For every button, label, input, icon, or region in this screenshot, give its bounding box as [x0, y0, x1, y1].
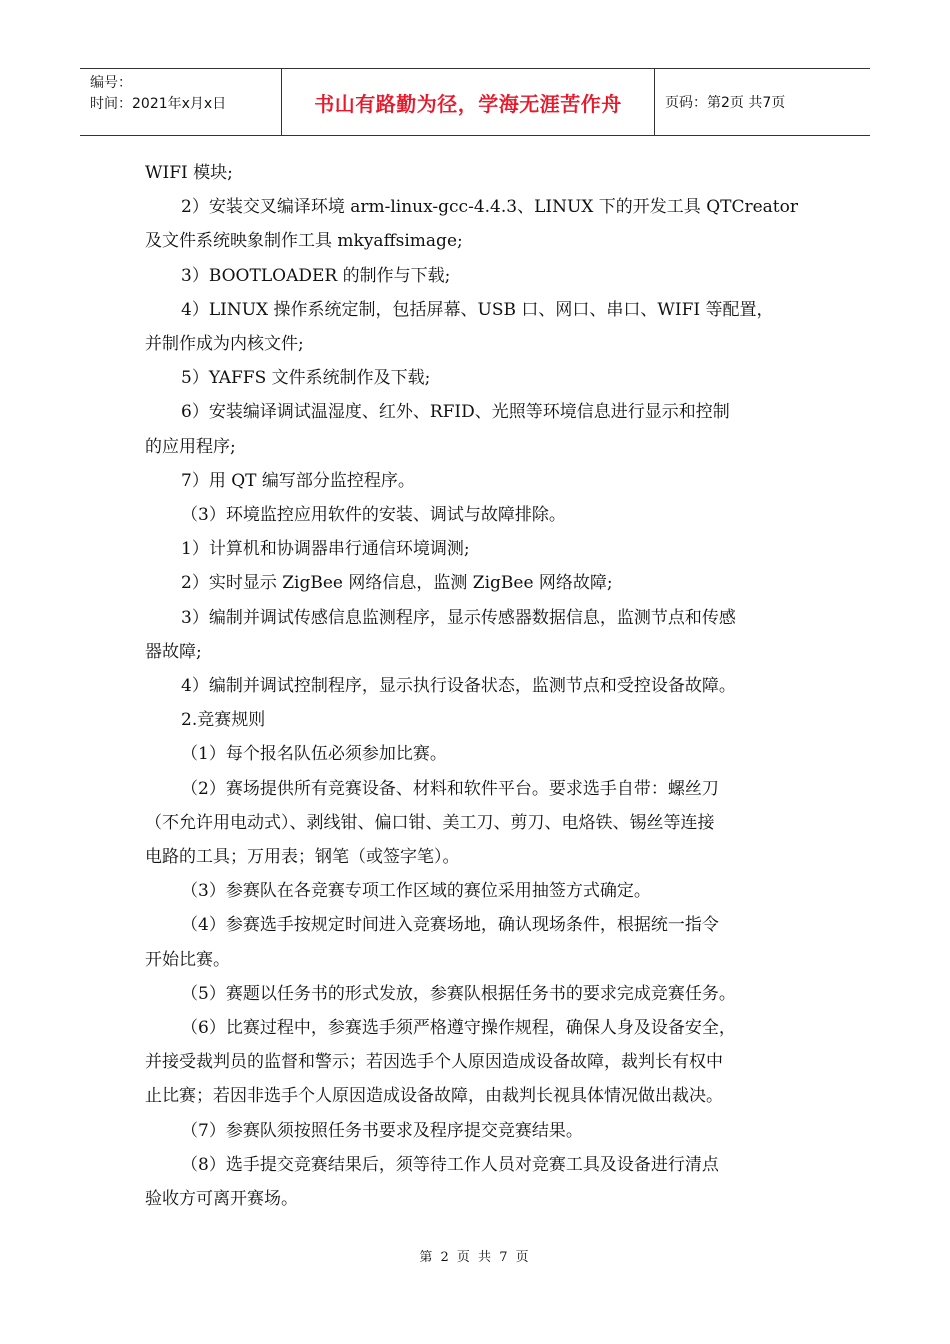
list-item: 5）YAFFS 文件系统制作及下载;	[181, 368, 431, 389]
document-body	[145, 156, 810, 1216]
body-line: （不允许用电动式）、剥线钳、偏口钳、美工刀、剪刀、电烙铁、锡丝等连接	[145, 812, 715, 833]
body-line: 及文件系统映象制作工具 mkyaffsimage;	[145, 231, 463, 252]
header-meta-cell	[80, 69, 282, 135]
rule-item: （3）参赛队在各竞赛专项工作区域的赛位采用抽签方式确定。	[181, 881, 651, 902]
list-item: 3）BOOTLOADER 的制作与下载;	[181, 265, 451, 286]
rule-item: （5）赛题以任务书的形式发放，参赛队根据任务书的要求完成竞赛任务。	[181, 983, 736, 1004]
rule-item: （7）参赛队须按照任务书要求及程序提交竞赛结果。	[181, 1120, 583, 1141]
body-line: 的应用程序;	[145, 436, 236, 457]
body-line: WIFI 模块;	[145, 163, 233, 183]
body-line: 电路的工具；万用表；钢笔（或签字笔）。	[145, 847, 460, 868]
list-item: 1）计算机和协调器串行通信环境调测;	[181, 539, 470, 560]
rule-item: （8）选手提交竞赛结果后，须等待工作人员对竞赛工具及设备进行清点	[181, 1154, 719, 1175]
header-motto-cell	[282, 69, 655, 135]
rule-item: （1）每个报名队伍必须参加比赛。	[181, 744, 447, 765]
body-line: 止比赛；若因非选手个人原因造成设备故障，由裁判长视具体情况做出裁决。	[145, 1086, 723, 1107]
list-item: 6）安装编译调试温湿度、红外、RFID、光照等环境信息进行显示和控制	[181, 402, 730, 423]
body-line: 验收方可离开赛场。	[145, 1189, 298, 1210]
page-footer: 第 2 页 共 7 页	[419, 1250, 531, 1265]
list-item: 7）用 QT 编写部分监控程序。	[181, 470, 415, 491]
list-item: 4）LINUX 操作系统定制，包括屏幕、USB 口、网口、串口、WIFI 等配置，	[181, 299, 774, 320]
header-motto: 书山有路勤为径，学海无涯苦作舟	[314, 91, 622, 116]
list-item: 2）安装交叉编译环境 arm-linux-gcc-4.4.3、LINUX 下的开发工具 QTCreator	[181, 197, 798, 218]
rule-item: （2）赛场提供所有竞赛设备、材料和软件平台。要求选手自带：螺丝刀	[181, 778, 719, 799]
page-header	[80, 68, 870, 136]
document-number-label: 编号：	[90, 75, 132, 91]
section-heading: （3）环境监控应用软件的安装、调试与故障排除。	[181, 505, 566, 526]
body-line: 开始比赛。	[145, 949, 230, 970]
body-line: 器故障;	[145, 641, 202, 662]
document-date: 时间：2021年x月x日	[90, 96, 227, 112]
body-line: 并接受裁判员的监督和警示；若因选手个人原因造成设备故障，裁判长有权中	[145, 1052, 723, 1073]
rule-item: （4）参赛选手按规定时间进入竞赛场地，确认现场条件，根据统一指令	[181, 915, 719, 936]
list-item: 3）编制并调试传感信息监测程序，显示传感器数据信息，监测节点和传感	[181, 607, 736, 628]
rule-item: （6）比赛过程中，参赛选手须严格遵守操作规程，确保人身及设备安全，	[181, 1018, 736, 1039]
header-page-info: 页码：第2页 共7页	[665, 95, 786, 111]
list-item: 4）编制并调试控制程序，显示执行设备状态，监测节点和受控设备故障。	[181, 676, 736, 697]
list-item: 2）实时显示 ZigBee 网络信息，监测 ZigBee 网络故障;	[181, 573, 613, 594]
body-line: 并制作成为内核文件;	[145, 334, 304, 355]
header-page-cell	[655, 69, 870, 135]
section-heading: 2.竞赛规则	[181, 710, 266, 731]
